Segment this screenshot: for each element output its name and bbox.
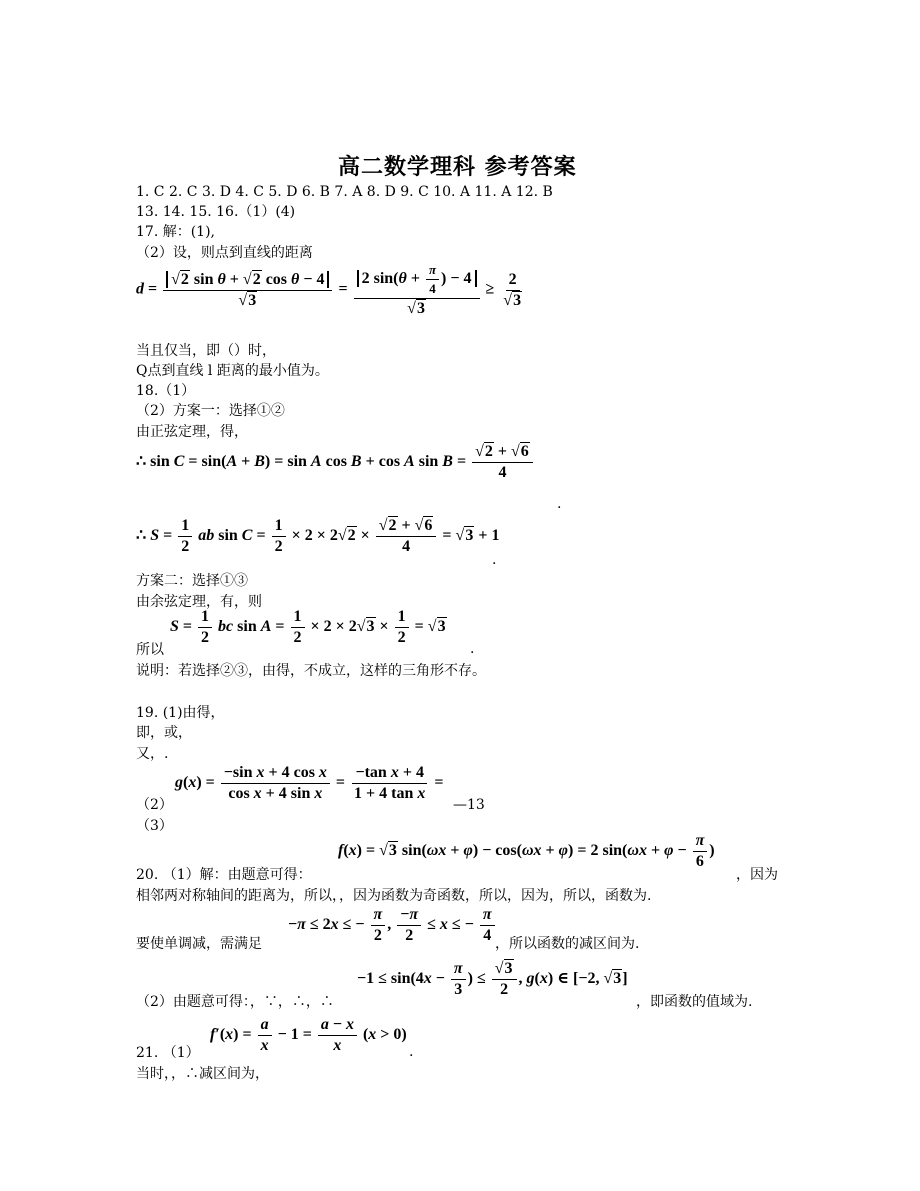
- q21-part2: 当时，，∴减区间为，: [136, 1066, 269, 1082]
- q18-sinC-formula: ∴ sin C = sin(A + B) = sin A cos B + cos A sin B = $\frac{√2 + √6}{4}$: [136, 443, 535, 482]
- q18-part2: （2）方案一：选择①②: [136, 403, 285, 419]
- period-mark: .: [492, 552, 497, 568]
- period-mark: .: [470, 641, 475, 657]
- q19-part2: 即，或，: [136, 725, 192, 741]
- q18-part7: 说明：若选择②③，由得，不成立，这样的三角形不存。: [136, 663, 486, 679]
- q20-f-formula: f(x) = √3 sin(ωx + φ) − cos(ωx + φ) = 2 sin(ωx + φ − $\frac{\pi}{6}$ ): [338, 832, 715, 870]
- q20-interval-formula: −π ≤ 2x ≤ − $\frac{\pi}{2}$ , $\frac{-\pi}{2}$ ≤ x ≤ − $\frac{\pi}{4}$: [288, 906, 497, 945]
- q19-part4: （2）: [136, 797, 173, 813]
- q18-part1: 18.（1）: [136, 383, 196, 399]
- q21-derivative-formula: f′(x) = $\frac{a}{x}$ − 1 = $\frac{a - x}{x}$ (x > 0): [210, 1016, 407, 1054]
- period-mark: .: [557, 496, 562, 512]
- q18-part3: 由正弦定理，得，: [136, 424, 248, 440]
- q18-part6: 所以: [136, 642, 164, 658]
- answer-choices-line: 1. C 2. C 3. D 4. C 5. D 6. B 7. A 8. D 9. C 10. A 11. A 12. B: [136, 184, 553, 200]
- q20-part4-tail: ，即函数的值域为.: [636, 994, 753, 1010]
- page-title: 高二数学理科 参考答案: [338, 154, 577, 180]
- q19-result: —13: [453, 797, 485, 813]
- q18-area-formula: ∴ S = $\frac{1}{2}$ ab sin C = $\frac{1}{2}$ × 2 × 2√2 × $\frac{√2 + √6}{4}$ = √3 + 1: [136, 517, 500, 555]
- period-mark: .: [409, 1044, 414, 1060]
- q18-area-formula-2: S = $\frac{1}{2}$ bc sin A = $\frac{1}{2}$ × 2 × 2√3 × $\frac{1}{2}$ = √3: [170, 608, 446, 646]
- answer-fill-line: 13. 14. 15. 16.（1）(4): [136, 204, 296, 220]
- q18-part5: 由余弦定理，有，则: [136, 594, 262, 610]
- q17-part1: 17. 解：(1),: [136, 224, 215, 240]
- q20-part3-tail: ，所以函数的减区间为.: [495, 936, 640, 952]
- q18-part4: 方案二：选择①③: [136, 573, 248, 589]
- q20-part4: （2）由题意可得：，∵，∴，∴: [136, 994, 334, 1010]
- q21-part1: 21. （1）: [136, 1045, 200, 1061]
- q20-part1-tail: ，因为: [736, 867, 778, 883]
- q19-g-formula: g(x) = $\frac{\text{−sin x + 4 cos x}}{\text{cos x + 4 sin x}}$ = $\frac{\text{−tan x + 4}}{\text{1 + 4 tan x}}$ =: [175, 764, 444, 802]
- q19-part5: （3）: [136, 818, 173, 834]
- q19-part1: 19. (1)由得，: [136, 705, 225, 721]
- q17-part4: Q点到直线 l 距离的最小值为。: [136, 363, 329, 379]
- q17-distance-formula: d = $\frac{\text{√2 sin θ + √2 cos θ − 4}}{√3}$ = 2 sin(θ + $\frac{\pi}{4}$ ) − 4 √3 ≥ $\frac{2}{√3}$: [136, 262, 522, 317]
- q20-part3: 要使单调减，需满足: [136, 936, 262, 952]
- q19-part3: 又，.: [136, 746, 169, 762]
- q20-part2: 相邻两对称轴间的距离为，所以，，因为函数为奇函数，所以，因为，所以，函数为.: [136, 888, 652, 904]
- q20-range-formula: −1 ≤ sin(4x − $\frac{\pi}{3}$ ) ≤ $\frac{√3}{2}$ , g(x) ∈ [−2, √3]: [357, 960, 628, 998]
- q17-part3: 当且仅当，即（）时，: [136, 343, 276, 359]
- q17-part2: （2）设，则点到直线的距离: [136, 245, 313, 261]
- q20-part1: 20. （1）解：由题意可得：: [136, 867, 312, 883]
